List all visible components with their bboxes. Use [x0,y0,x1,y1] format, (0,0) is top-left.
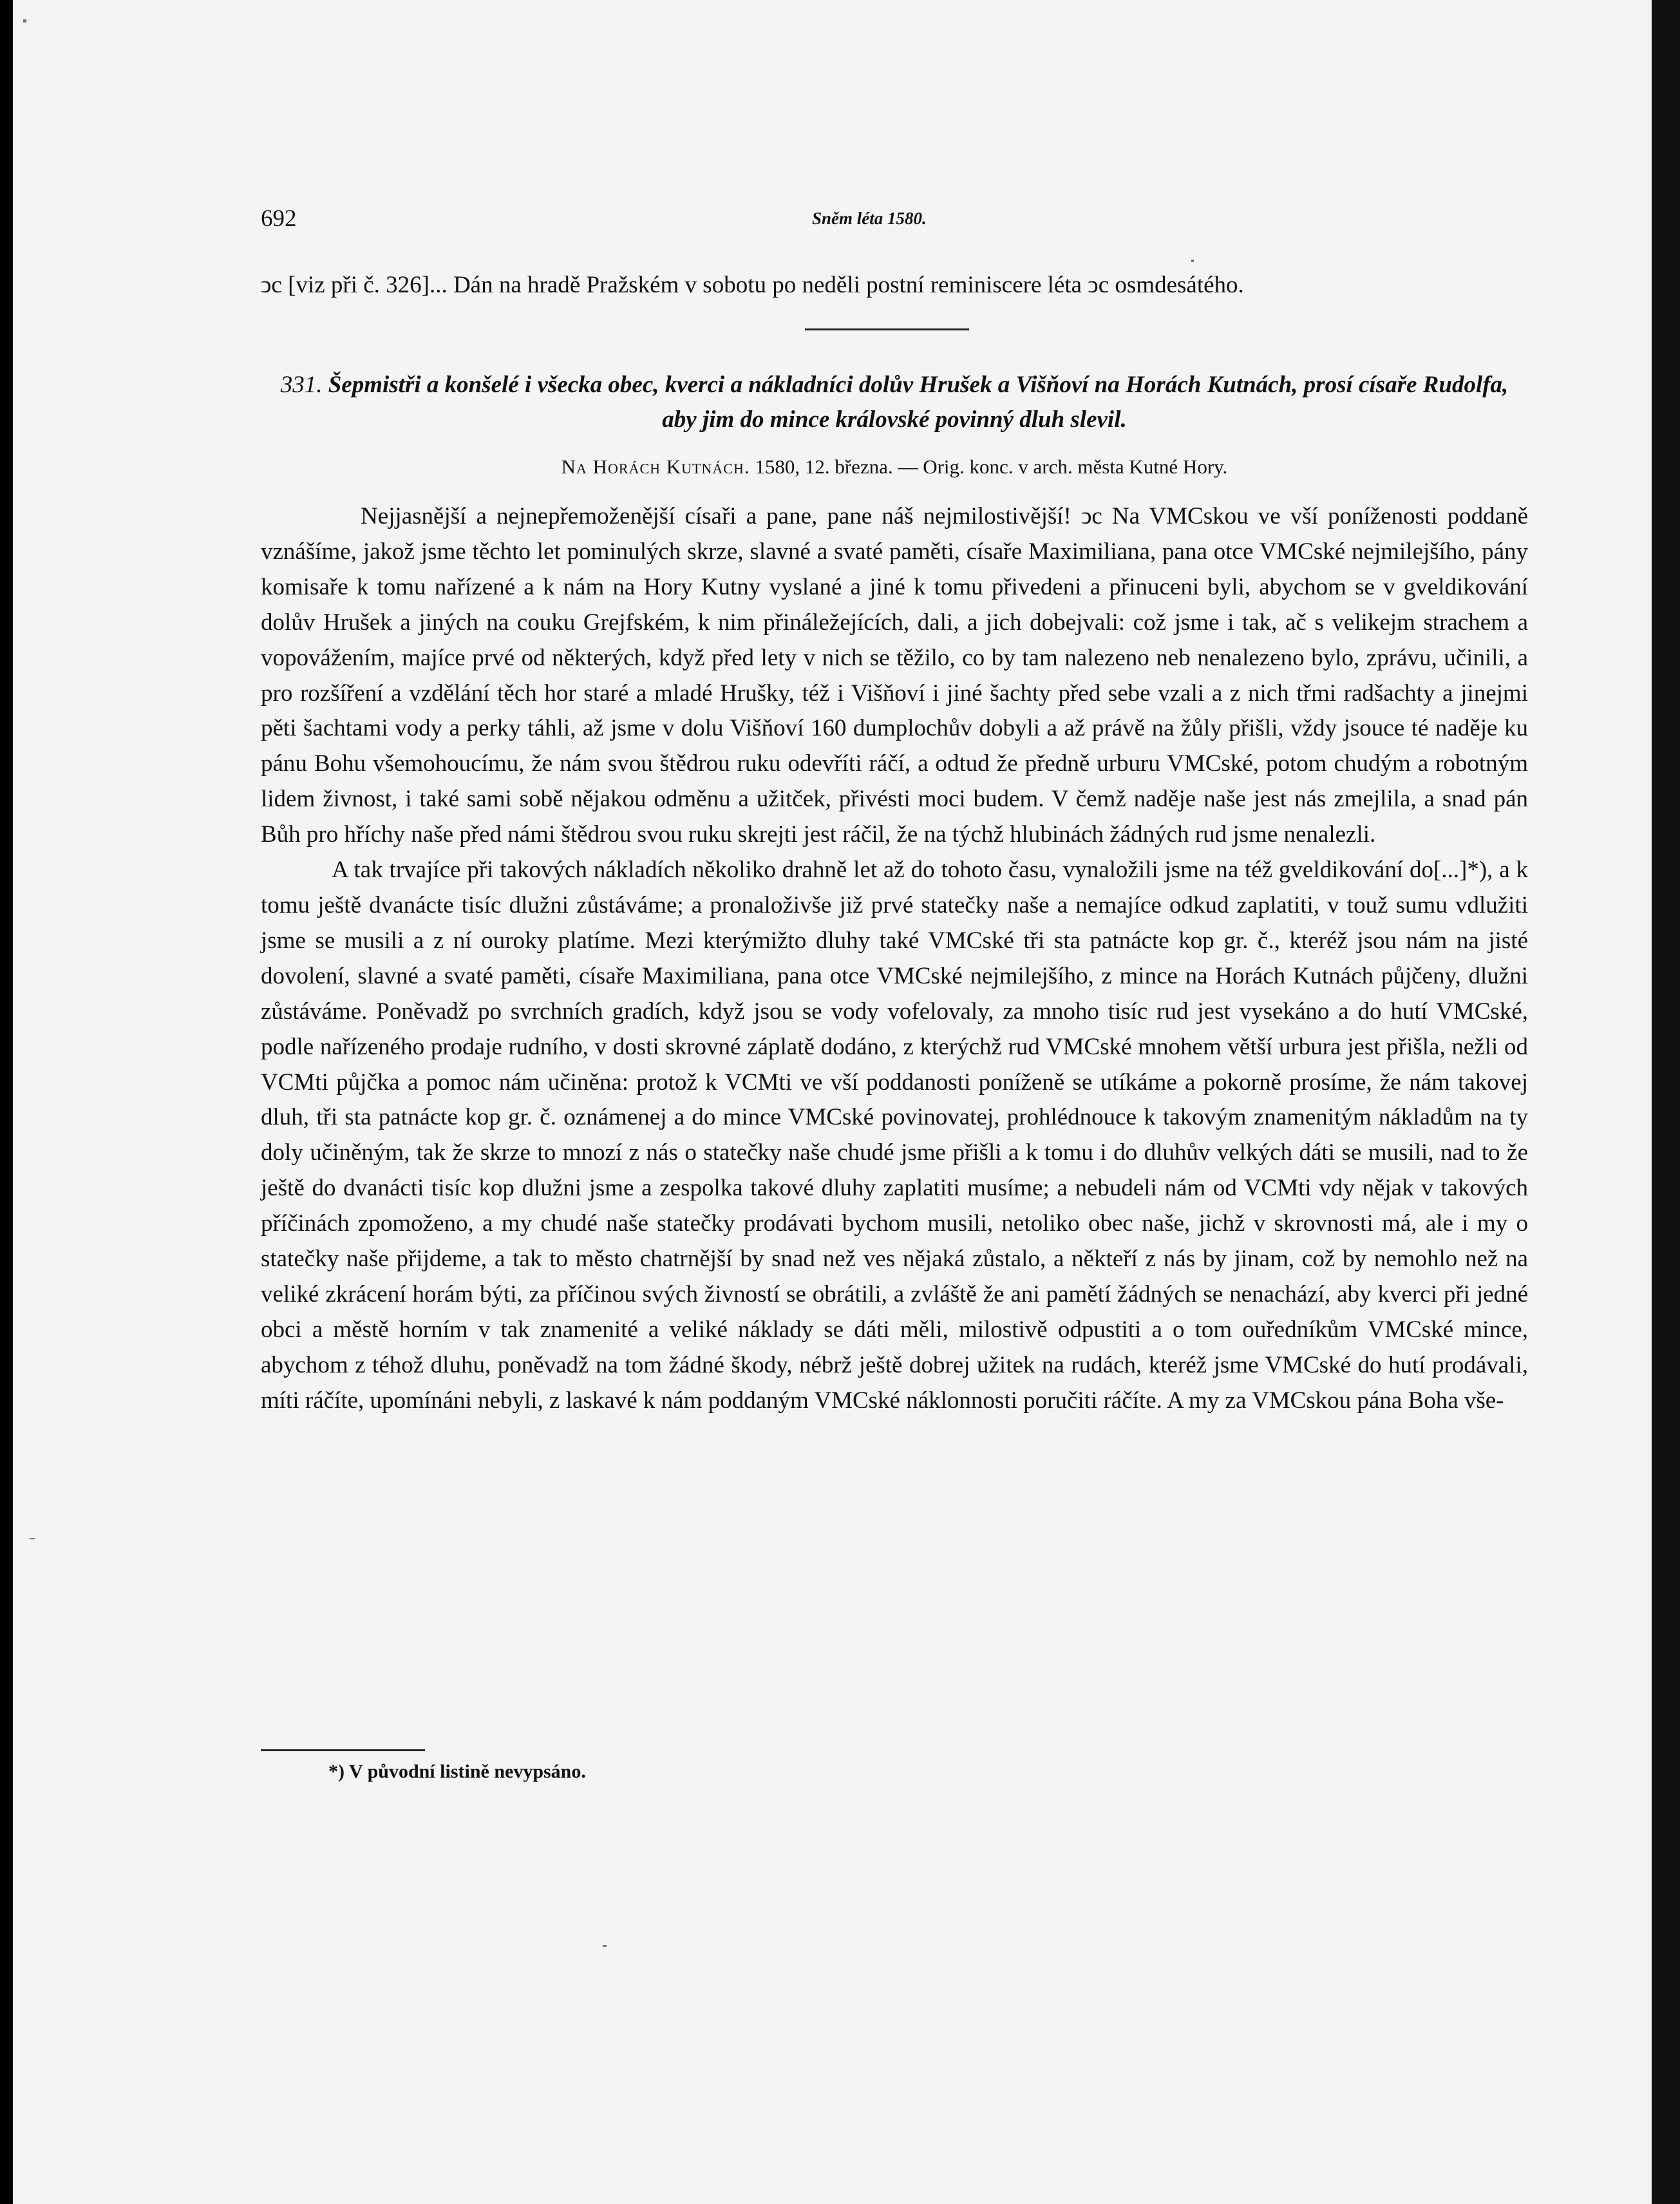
document-title: Šepmistři a konšelé i všecka obec, kverci a nákladníci dolův Hrušek a Višňoví na Horách Kutnách, prosí císaře Rudolfa, aby jim do mince královské povinný dluh slevil. [328,372,1509,433]
footnote: *) V původní listině nevypsáno. [328,1761,586,1782]
source-place: Na Horách Kutnách. [561,455,750,478]
document-number: 331. [280,372,323,398]
footnote-rule [261,1749,425,1751]
page-content [261,268,1528,1419]
section-separator [805,328,969,330]
body-paragraph-2: A tak trvajíce při takových nákladích několiko drahně let až do tohoto času, vynaložili jsme na též gveldikování do[...]*), a k tomu ještě dvanácte tisíc dlužni zůstáváme; a pronaloživše již prvé statečky naše a nemajíce odkud zaplatiti, v touž sumu vdlužiti jsme se musili a z ní ouroky platíme. Mezi kterýmižto dluhy také VMCské tři sta patnácte kop gr. č., kteréž jsou nám na jisté dovolení, slavné a svaté paměti, císaře Maximiliana, pana otce VMCské nejmilejšího, z mince na Horách Kutnách půjčeny, dlužni zůstáváme. Poněvadž po svrchních gradích, když jsou se vody vofelovaly, za mnoho tisíc rud jest vysekáno a do hutí VMCské, podle nařízeného prodaje rudního, v dosti skrovné záplatě dodáno, z kterýchž rud VMCské mnohem větší urbura jest přišla, nežli od VCMti půjčka a pomoc nám učiněna: protož k VCMti ve vší poddanosti poníženě se utíkáme a pokorně prosíme, že nám takovej dluh, tři sta patnácte kop gr. č. oznámenej a do mince VMCské povinovatej, prohlédnouce k takovým znamenitým nákladům na ty doly učiněným, tak že skrze to mnozí z nás o statečky naše chudé jsme přišli a k tomu i do dluhův velkých dáti se musili, nad to že ještě do dvanácti tisíc kop dlužni jsme a zespolka takové dluhy zaplatiti musíme; a nebudeli nám od VCMti vdy nějak v takových příčinách zpomoženo, a my chudé naše statečky prodávati bychom musili, netoliko obec naše, jichž v skrovnosti má, ale i my o statečky naše přijdeme, a tak to město chatrnější by snad než ves nějaká zůstalo, a někteří z nás by jinam, což by nemohlo než na veliké zkrácení horám býti, za příčinou svých živností se obrátili, a zvláště že ani pamětí žádných se nenachází, aby kverci při jedné obci a městě horním v tak znamenité a veliké náklady se dáti měli, milostivě odpustiti a o tom ouředníkům VMCské mince, abychom z téhož dluhu, poněvadž na tom žádné škody, nébrž ještě dobrej užitek na rudách, kteréž jsme VMCské do hutí prodávali, míti ráčíte, upomínáni nebyli, z laskavé k nám poddaným VMCské náklonnosti poručiti ráčíte. A my za VMCskou pána Boha vše- [261,857,1528,1414]
source-details: 1580, 12. března. — Orig. konc. v arch. města Kutné Hory. [755,455,1228,478]
document-source [261,451,1528,482]
page-edge-shadow [1652,0,1680,2204]
body-paragraph-1: Nejjasnější a nejnepřemoženější císaři a pane, pane náš nejmilostivější! ↄc Na VMCskou ve vší poníženosti poddaně vznášíme, jakož jsme těchto let pominulých skrze, slavné a svaté paměti, císaře Maximiliana, pana otce VMCské nejmilejšího, pány komisaře k tomu nařízené a k nám na Hory Kutny vyslané a jiné k tomu přivedeni a přinuceni byli, abychom se v gveldikování dolův Hrušek a jiných na couku Grejfském, k nim přináležejících, dali, a jich dobejvali: což jsme i tak, ač s velikejm strachem a vopovážením, majíce prvé od některých, když před lety v nich se těžilo, co by tam nalezeno neb nenalezeno bylo, zprávu, učinili, a pro rozšíření a vzdělání těch hor staré a mladé Hrušky, též i Višňoví i jiné šachty před sebe vzali a z nich třmi radšachty a jinejmi pěti šachtami vody a perky táhli, až jsme v dolu Višňoví 160 dumplochův dobyli a až právě na žůly přišli, vždy jsouce té naděje ku pánu Bohu všemohoucímu, že nám svou štědrou ruku odevříti ráčí, a odtud že předně urburu VMCské, potom chudým a robotným lidem živnost, i také sami sobě nějakou odměnu a užitček, přivésti moci budem. V čemž naděje naše jest nás zmejlila, a snad pán Bůh pro hříchy naše před námi štědrou svou ruku skrejti jest ráčil, že na týchž hlubinách žádných rud jsme nenalezli. [261,503,1528,848]
page-number: 692 [261,205,297,232]
continuation-text: ↄc [viz při č. 326]... Dán na hradě Pražském v sobotu po neděli postní reminiscere léta ↄc osmdesátého. [261,272,1244,298]
scan-speck [23,19,26,23]
scan-speck [603,1945,607,1947]
document-heading [261,368,1528,437]
page-header [261,205,1528,237]
scan-speck [1191,260,1194,262]
running-head: Sněm léta 1580. [812,209,927,228]
scan-speck [30,1538,35,1539]
